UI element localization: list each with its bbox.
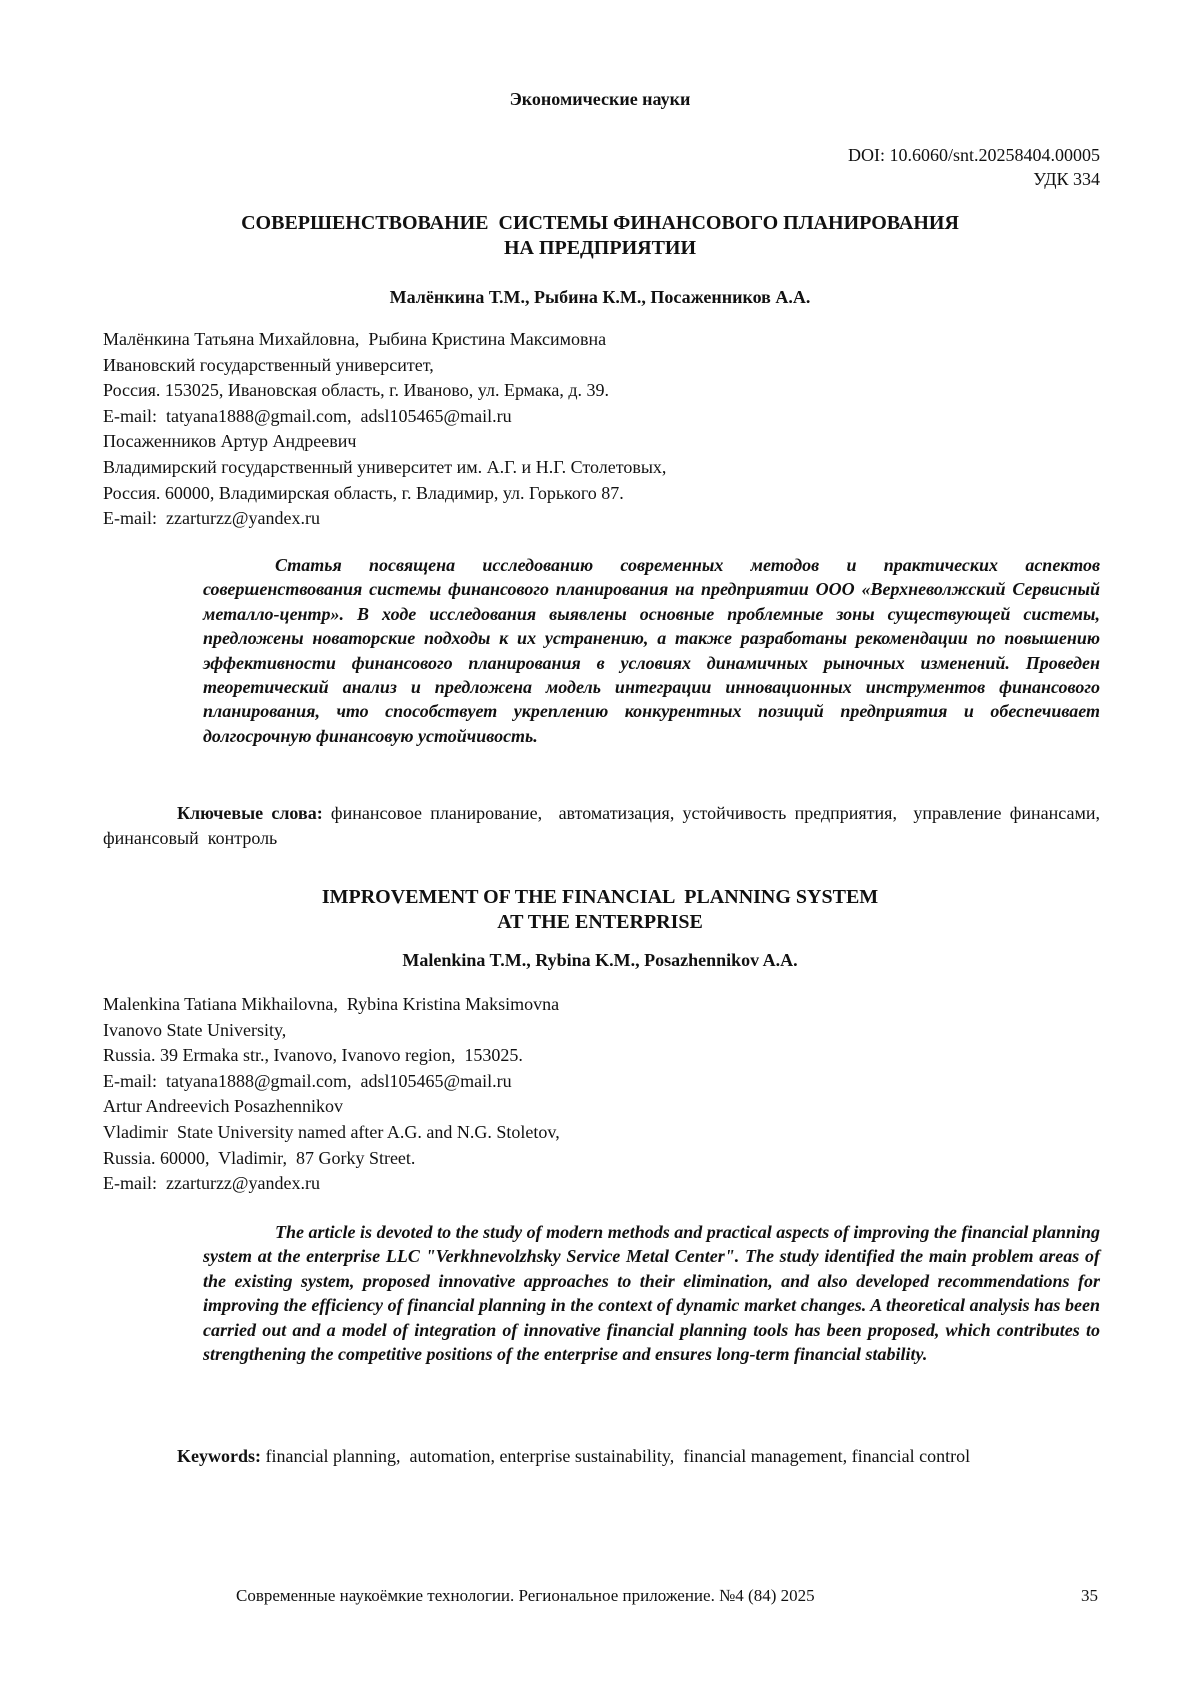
- doi-block: [848, 143, 1100, 191]
- affiliation-line: E-mail: tatyana1888@gmail.com, adsl105465@mail.ru: [103, 405, 512, 426]
- title-en: [0, 885, 1200, 935]
- authors-ru: Малёнкина Т.М., Рыбина К.М., Посаженников А.А.: [389, 287, 811, 307]
- affiliation-line: Малёнкина Татьяна Михайловна, Рыбина Кристина Максимовна: [103, 329, 607, 349]
- title-ru-line2: НА ПРЕДПРИЯТИИ: [503, 237, 697, 259]
- affiliation-line: Россия. 153025, Ивановская область, г. Иваново, ул. Ермака, д. 39.: [103, 380, 610, 401]
- affiliation-line: Ivanovo State University,: [103, 1019, 287, 1040]
- keywords-text: financial planning, automation, enterprise sustainability, financial management, financial control: [261, 1446, 971, 1466]
- affiliation-line: E-mail: zzarturzz@yandex.ru: [103, 1173, 320, 1194]
- affiliation-line: Ивановский государственный университет,: [103, 354, 434, 375]
- title-en-line1: IMPROVEMENT OF THE FINANCIAL PLANNING SYSTEM: [321, 886, 879, 908]
- keywords-en: [103, 1444, 1100, 1469]
- affiliation-line: Malenkina Tatiana Mikhailovna, Rybina Kristina Maksimovna: [103, 994, 560, 1014]
- affiliation-line: Посаженников Артур Андреевич: [103, 431, 357, 452]
- affiliation-ru: [103, 327, 1003, 532]
- authors-en: Malenkina T.M., Rybina K.M., Posazhennikov A.A.: [402, 950, 798, 970]
- doi: DOI: 10.6060/snt.20258404.00005: [848, 145, 1100, 165]
- affiliation-line: Russia. 39 Ermaka str., Ivanovo, Ivanovo region, 153025.: [103, 1045, 523, 1066]
- affiliation-line: E-mail: tatyana1888@gmail.com, adsl105465@mail.ru: [103, 1070, 512, 1091]
- keywords-ru: [103, 801, 1105, 851]
- keywords-label: Ключевые слова:: [177, 803, 323, 823]
- affiliation-line: E-mail: zzarturzz@yandex.ru: [103, 508, 320, 529]
- affiliation-line: Vladimir State University named after A.G. and N.G. Stoletov,: [103, 1121, 560, 1142]
- affiliation-line: Russia. 60000, Vladimir, 87 Gorky Street.: [103, 1147, 416, 1168]
- keywords-label: Keywords:: [177, 1446, 261, 1466]
- title-ru-line1: СОВЕРШЕНСТВОВАНИЕ СИСТЕМЫ ФИНАНСОВОГО ПЛАНИРОВАНИЯ: [241, 212, 959, 234]
- affiliation-en: [103, 992, 1003, 1197]
- title-ru: [0, 211, 1200, 261]
- affiliation-line: Artur Andreevich Posazhennikov: [103, 1096, 343, 1117]
- keywords-text: финансовое планирование, автоматизация, устойчивость предприятия, управление финансами, финансовый контроль: [103, 803, 1105, 848]
- title-en-line2: AT THE ENTERPRISE: [497, 911, 703, 933]
- abstract-ru: Статья посвящена исследованию современных методов и практических аспектов совершенствования системы финансового планирования на предприятии ООО «Верхневолжский Сервисный металло-центр». В ходе исследования выявлены основные проблемные зоны существующей системы, предложены новаторские подходы к их устранению, а также разработаны рекомендации по повышению эффективности финансового планирования в условиях динамичных рыночных изменений. Проведен теоретический анализ и предложена модель интеграции инновационных инструментов финансового планирования, что способствует укреплению конкурентных позиций предприятия и обеспечивает долгосрочную финансовую устойчивость.: [203, 555, 1100, 746]
- affiliation-line: Россия. 60000, Владимирская область, г. Владимир, ул. Горького 87.: [103, 482, 624, 503]
- journal-name: Современные наукоёмкие технологии. Региональное приложение. №4 (84) 2025: [236, 1586, 815, 1605]
- affiliation-line: Владимирский государственный университет им. А.Г. и Н.Г. Столетовых,: [103, 456, 667, 477]
- section-label: Экономические науки: [509, 89, 691, 109]
- udk: УДК 334: [1033, 169, 1100, 189]
- abstract-en: The article is devoted to the study of modern methods and practical aspects of improving the financial planning system at the enterprise LLC "Verkhnevolzhsky Service Metal Center". The study identified the main problem areas of the existing system, proposed innovative approaches to their elimination, and also developed recommendations for improving the efficiency of financial planning in the context of dynamic market changes. A theoretical analysis has been carried out and a model of integration of innovative financial planning tools has been proposed, which contributes to strengthening the competitive positions of the enterprise and ensures long-term financial stability.: [203, 1222, 1100, 1365]
- page-number: 35: [1081, 1586, 1098, 1605]
